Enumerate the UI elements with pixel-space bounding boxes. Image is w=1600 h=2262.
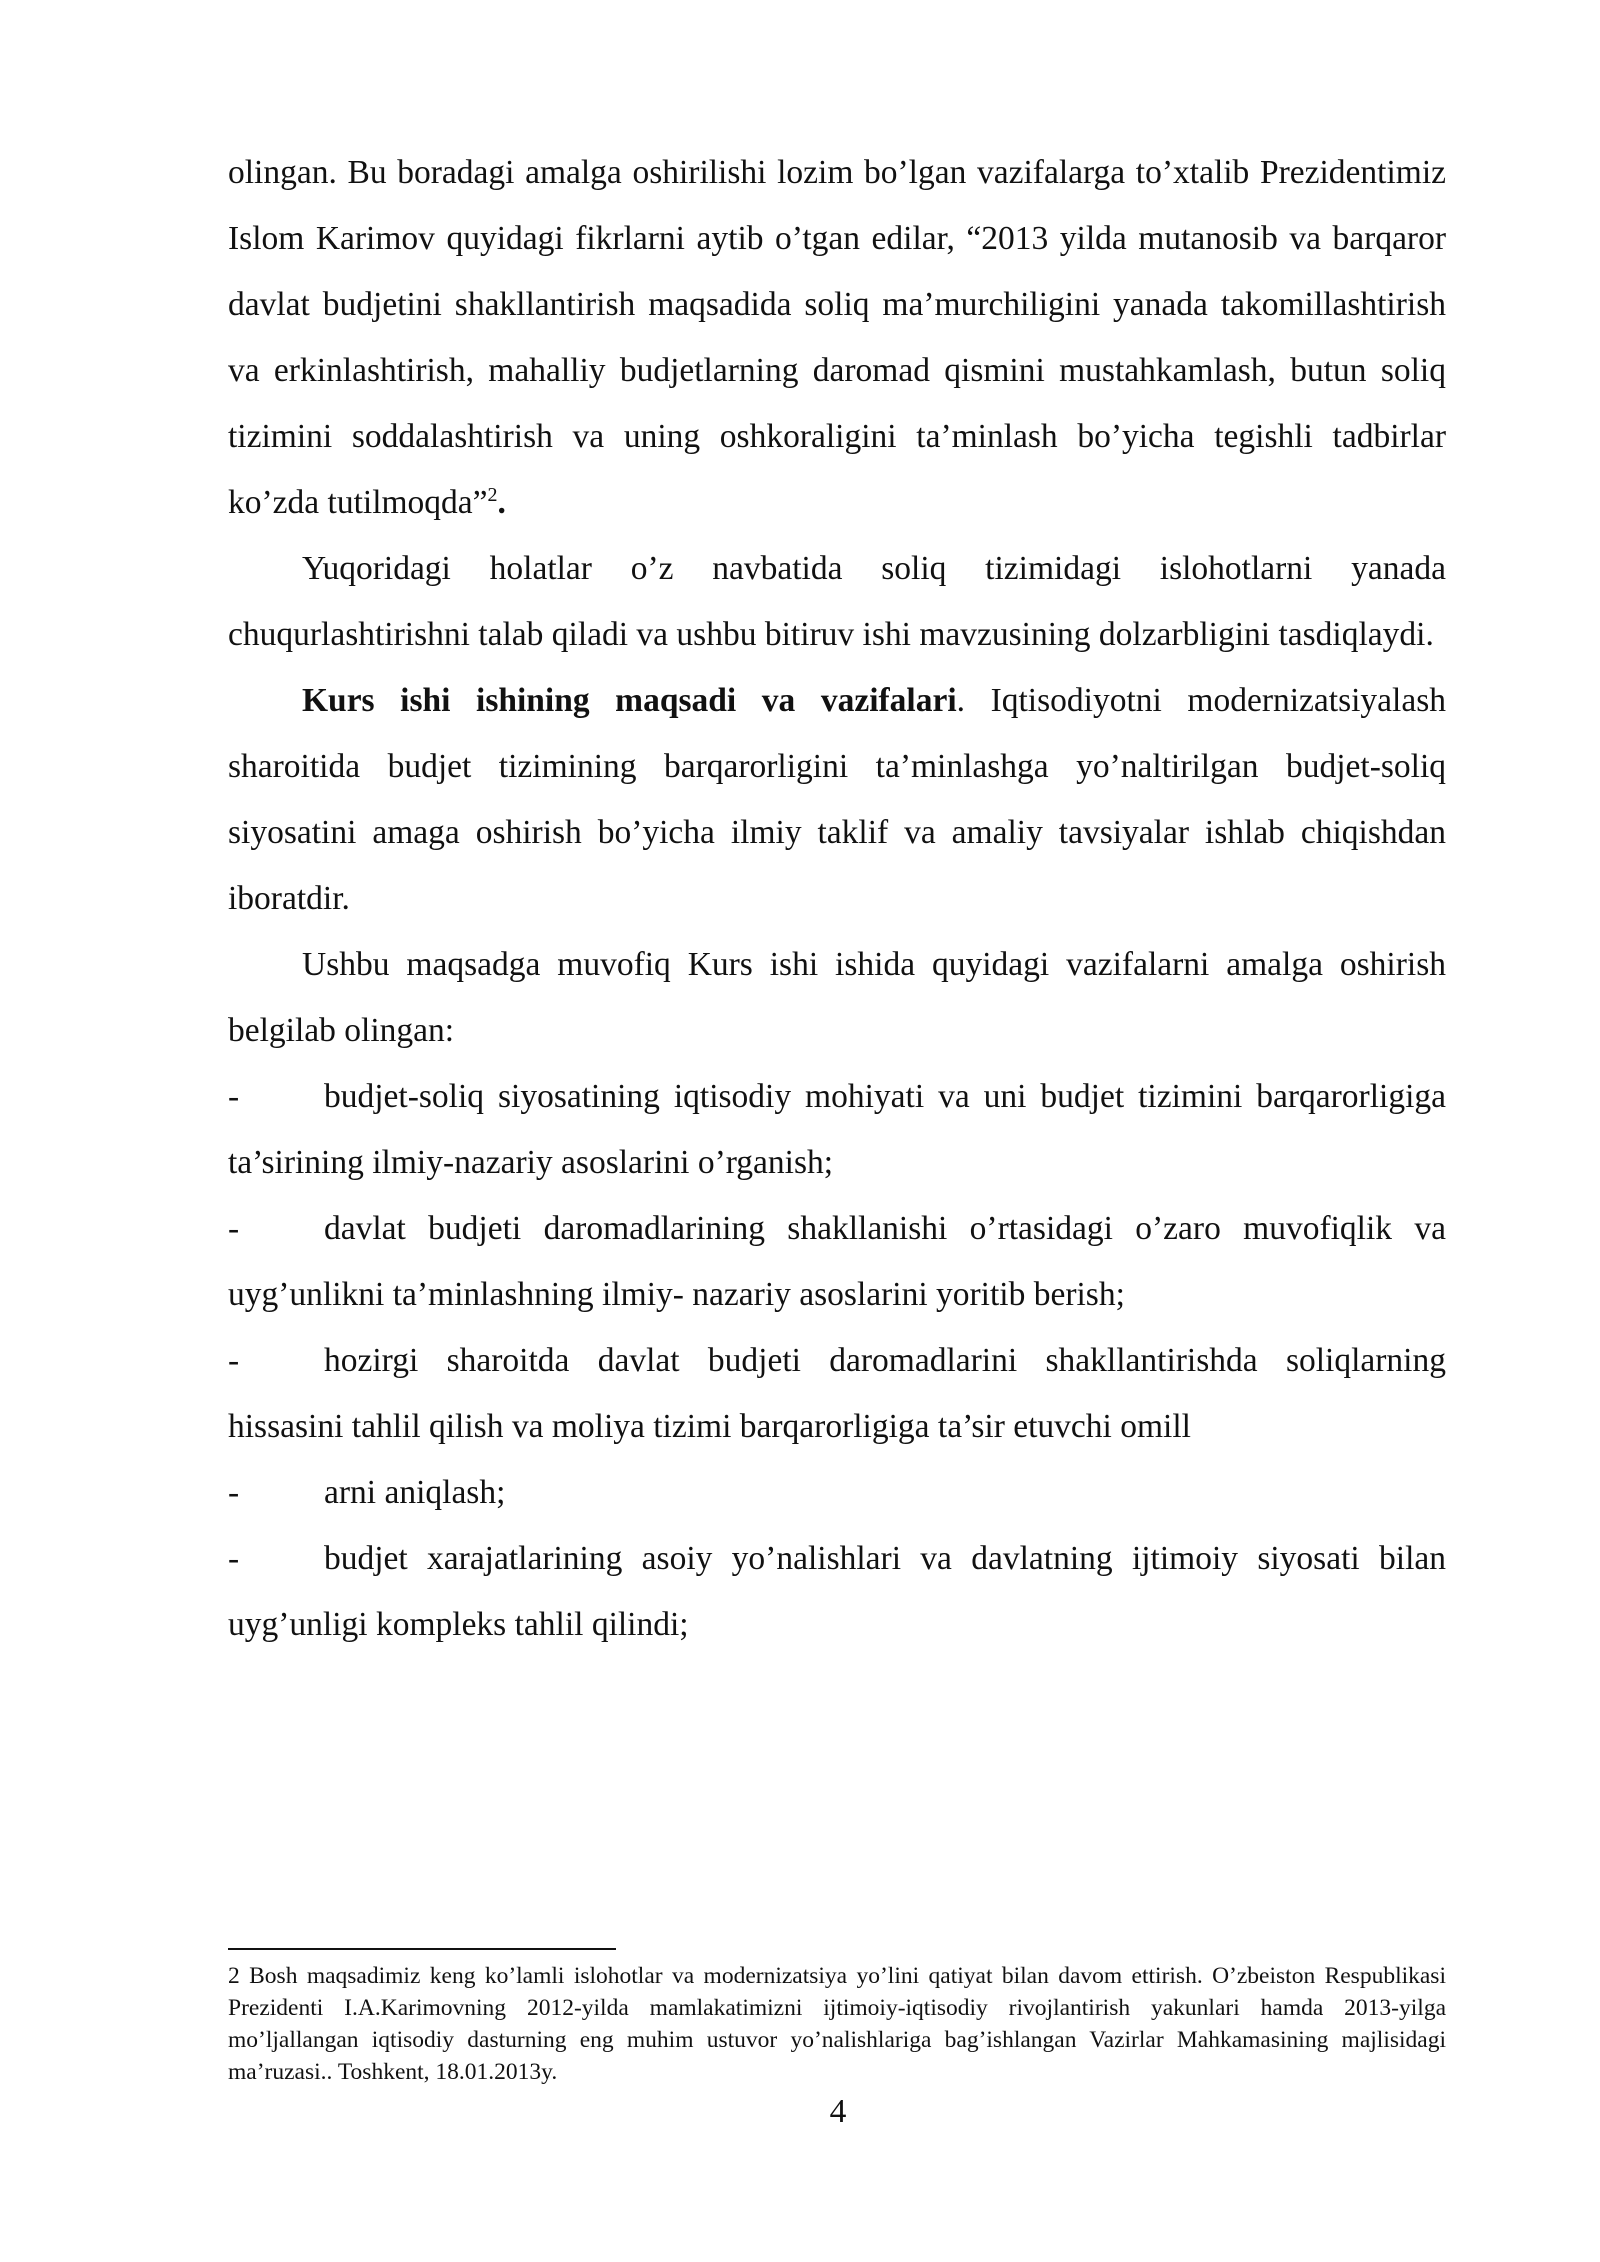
paragraph-goals — [228, 668, 1446, 932]
list-item — [228, 1064, 1446, 1196]
list-item — [228, 1526, 1446, 1658]
body-text — [228, 140, 1446, 1658]
list-item-text: budjet xarajatlarining asoiy yo’nalishlari va davlatning ijtimoiy siyosati bilan uyg’unligi kompleks tahlil qilindi; — [228, 1540, 1446, 1643]
list-item — [228, 1196, 1446, 1328]
paragraph-relevance: Yuqoridagi holatlar o’z navbatida soliq tizimidagi islohotlarni yanada chuqurlashtirishni talab qiladi va ushbu bitiruv ishi mavzusining dolzarbligini tasdiqlaydi. — [228, 550, 1446, 653]
list-item-text: hozirgi sharoitda davlat budjeti daromadlarini shakllantirishda soliqlarning hissasini tahlil qilish va moliya tizimi barqarorligiga ta’sir etuvchi omill — [228, 1342, 1446, 1445]
paragraph-tasks-intro: Ushbu maqsadga muvofiq Kurs ishi ishida quyidagi vazifalarni amalga oshirish belgilab olingan: — [228, 946, 1446, 1049]
list-dash: - — [228, 1540, 240, 1577]
footnote: 2 Bosh maqsadimiz keng ko’lamli islohotlar va modernizatsiya yo’lini qatiyat bilan davom ettirish. O’zbeiston Respublikasi Prezidenti I.A.Karimovning 2012-yilda mamlakatimizni ijtimoiy-iqtisodiy rivojlantirish yakunlari hamda 2013-yilga mo’ljallangan iqtisodiy dasturning eng muhim ustuvor yo’nalishlariga bag’ishlangan Vazirlar Mahkamasining majlisidagi ma’ruzasi.. Toshkent, 18.01.2013y. — [228, 1963, 1446, 2085]
paragraph-intro-end: . — [497, 484, 506, 521]
list-dash: - — [228, 1474, 240, 1511]
list-dash: - — [228, 1342, 240, 1379]
list-dash: - — [228, 1210, 240, 1247]
list-dash: - — [228, 1078, 240, 1115]
page-number: 4 — [829, 2093, 847, 2130]
paragraph-intro-text: olingan. Bu boradagi amalga oshirilishi lozim bo’lgan vazifalarga to’xtalib Prezidentimiz Islom Karimov quyidagi fikrlarni aytib o’tgan edilar, “2013 yilda mutanosib va barqaror davlat budjetini shakllantirish maqsadida soliq ma’murchiligini yanada takomillashtirish va erkinlashtirish, mahalliy budjetlarning daromad qismini mustahkamlash, butun soliq tizimini soddalashtirish va uning oshkoraligini ta’minlash bo’yicha tegishli tadbirlar ko’zda tutilmoqda” — [228, 154, 1446, 521]
list-item-text: arni aniqlash; — [324, 1474, 506, 1511]
footnote-reference: 2 — [487, 483, 498, 506]
list-item — [228, 1328, 1446, 1460]
goals-text: . Iqtisodiyotni modernizatsiyalash sharoitida budjet tizimining barqarorligini ta’minlashga yo’naltirilgan budjet-soliq siyosatini amaga oshirish bo’yicha ilmiy taklif va amaliy tavsiyalar ishlab chiqishdan iboratdir. — [228, 682, 1447, 917]
paragraph-intro — [228, 140, 1446, 536]
list-item-text: davlat budjeti daromadlarining shakllanishi o’rtasidagi o’zaro muvofiqlik va uyg’unlikni ta’minlashning ilmiy- nazariy asoslarini yoritib berish; — [228, 1210, 1446, 1313]
goals-heading: Kurs ishi ishining maqsadi va vazifalari — [302, 682, 957, 719]
list-item-text: budjet-soliq siyosatining iqtisodiy mohiyati va uni budjet tizimini barqarorligiga ta’sirining ilmiy-nazariy asoslarini o’rganish; — [228, 1078, 1446, 1181]
footnote-separator — [228, 1948, 616, 1950]
list-item — [228, 1460, 1446, 1526]
task-list — [228, 1064, 1446, 1658]
